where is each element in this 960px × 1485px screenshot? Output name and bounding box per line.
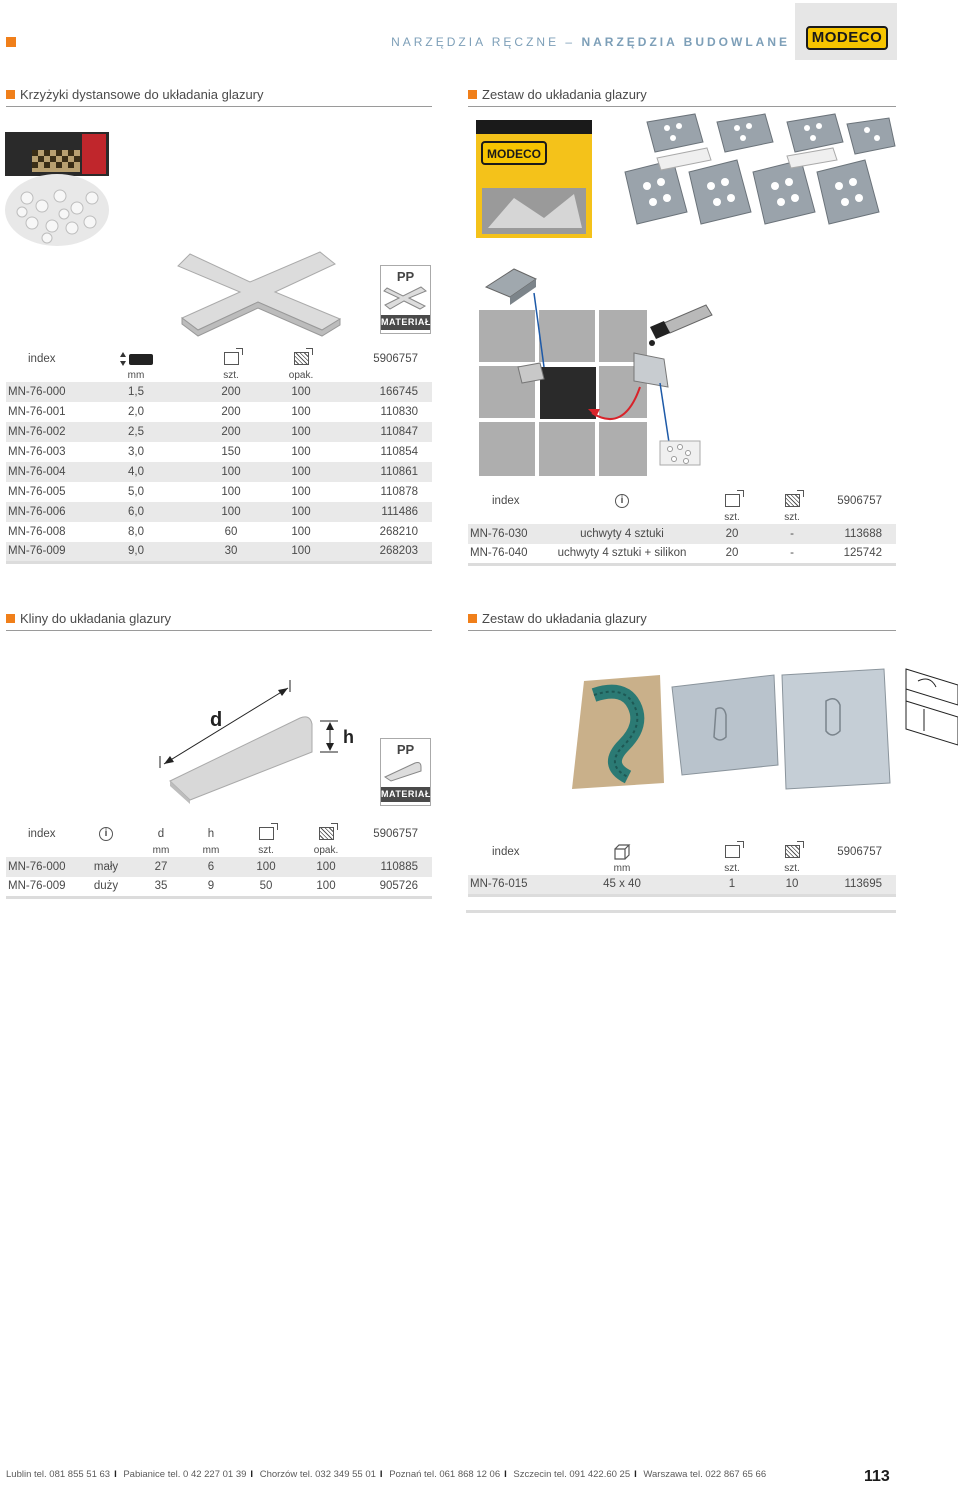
header-info [542,490,702,511]
piece-box-icon [224,352,239,365]
piece-box-icon [259,827,274,840]
header-pieces [236,823,296,844]
section-square-icon [6,614,15,623]
package-box-icon [319,827,334,840]
table-row: MN-76-004 4,0 100 100 110861 [6,462,432,482]
holder-set-table [468,490,896,566]
section-title: Zestaw do układania glazury [482,611,647,626]
pp-label: PP [396,269,415,284]
spacers-table [6,348,432,564]
section-heading-wedges [6,611,432,631]
footer-separator: I [379,1469,383,1480]
header-packages [266,348,336,369]
package-box-icon [785,845,800,858]
piece-box-icon [725,845,740,858]
footer-contacts [6,1469,766,1480]
accent-square-icon [6,37,16,47]
material-badge-pp [380,265,431,334]
table-row: MN-76-001 2,0 200 100 110830 [8,406,418,418]
section-title: Zestaw do układania glazury [482,87,647,102]
section-square-icon [468,90,477,99]
header-ean: 5906757 [373,352,418,365]
header-info [76,823,136,844]
table-row: MN-76-008 8,0 60 100 268210 [8,526,418,538]
table-unit-row: mm szt. opak. [127,370,314,381]
dimension-d-label: d [210,709,223,731]
header-pieces [702,490,762,511]
tile-installation-diagram [474,263,714,481]
table-unit-row: szt. szt. [724,512,800,523]
footer-separator: I [114,1469,117,1480]
header-pieces [702,841,762,862]
holder-set-package-photo [474,118,594,240]
wedge-icon [381,757,430,783]
info-icon: i [99,827,113,841]
dimension-h-label: h [343,727,354,747]
contact-szczecin: Szczecin tel. 091 422.60 25 [513,1469,631,1480]
section-square-icon [468,614,477,623]
contact-lublin: Lublin tel. 081 855 51 63 [6,1469,111,1480]
section-divider [466,910,896,913]
table-row: MN-76-009 9,0 30 100 268203 [6,542,432,562]
table-row: MN-76-000 1,5 200 100 166745 [6,382,432,402]
cross-spacer-drawing [170,244,370,339]
header-packages [762,490,822,511]
table-row: MN-76-040 uchwyty 4 sztuki + silikon 20 - 125742 [470,547,882,560]
piece-box-icon [725,494,740,507]
footer-separator: I [634,1469,637,1480]
section-title: Krzyżyki dystansowe do układania glazury [20,87,264,102]
contact-poznan: Poznań tel. 061 868 12 06 [389,1469,501,1480]
material-label: MATERIAŁ [381,787,430,802]
checker-pattern [32,150,80,172]
table-row: MN-76-030 uchwyty 4 sztuki 20 - 113688 [468,524,896,544]
cross-spacer-icon [381,284,430,310]
table-row: MN-76-003 3,0 150 100 110854 [8,446,418,458]
wedge-dimension-drawing [150,676,375,806]
table-header-row: index 5906757 [468,841,896,862]
table-row: MN-76-000 mały 27 6 100 100 110885 [6,857,432,877]
table-row: MN-76-006 6,0 100 100 111486 [6,502,432,522]
table-row: MN-76-015 45 x 40 1 10 113695 [468,875,896,895]
cube-size-icon [613,844,631,860]
page-number: 113 [864,1468,890,1485]
table-header-row [6,348,432,369]
table-header-row: index i d h 5906757 [6,823,432,844]
category-separator: – [565,35,576,49]
header-size [542,841,702,862]
section-heading-spacers [6,87,432,107]
table-row: MN-76-002 2,5 200 100 110847 [6,422,432,442]
pp-label: PP [396,742,415,757]
section-title: Kliny do układania glazury [20,611,172,626]
contact-pabianice: Pabianice tel. 0 42 227 01 39 [123,1469,247,1480]
footer-separator: I [250,1469,254,1480]
material-label: MATERIAŁ [381,315,430,330]
contact-warszawa: Warszawa tel. 022 867 65 66 [643,1469,767,1480]
footer-separator: I [504,1469,507,1480]
section-heading-leveling-set [468,611,896,631]
header-categories [391,35,790,49]
info-icon: i [615,494,629,508]
table-unit-row: mm szt. szt. [613,863,800,874]
header-packages [296,823,356,844]
tile-thickness-icon [116,351,156,367]
header-index: index [28,352,56,365]
section-square-icon [6,90,15,99]
material-badge-pp [380,738,431,806]
tile-holders-photo [617,112,897,237]
wedges-table [6,823,432,899]
category-construction-tools: NARZĘDZIA BUDOWLANE [581,35,790,49]
package-brand-label: MODECO [487,147,541,161]
section-heading-holder-set [468,87,896,107]
table-row: MN-76-005 5,0 100 100 110878 [8,486,418,498]
spacer-package-photo [2,128,112,246]
brand-logo: MODECO [806,26,888,50]
leveling-set-table [468,841,896,897]
header-thickness [76,348,196,369]
table-header-row: index i 5906757 [468,490,896,511]
package-box-icon [294,352,309,365]
header-packages [762,841,822,862]
header-pieces [196,348,266,369]
package-box-icon [785,494,800,507]
contact-chorzow: Chorzów tel. 032 349 55 01 [259,1469,376,1480]
category-hand-tools: NARZĘDZIA RĘCZNE [391,35,560,49]
table-unit-row: mm mm szt. opak. [152,845,339,856]
leveling-set-photo [564,665,958,795]
table-row: MN-76-009 duży 35 9 50 100 905726 [8,880,418,893]
